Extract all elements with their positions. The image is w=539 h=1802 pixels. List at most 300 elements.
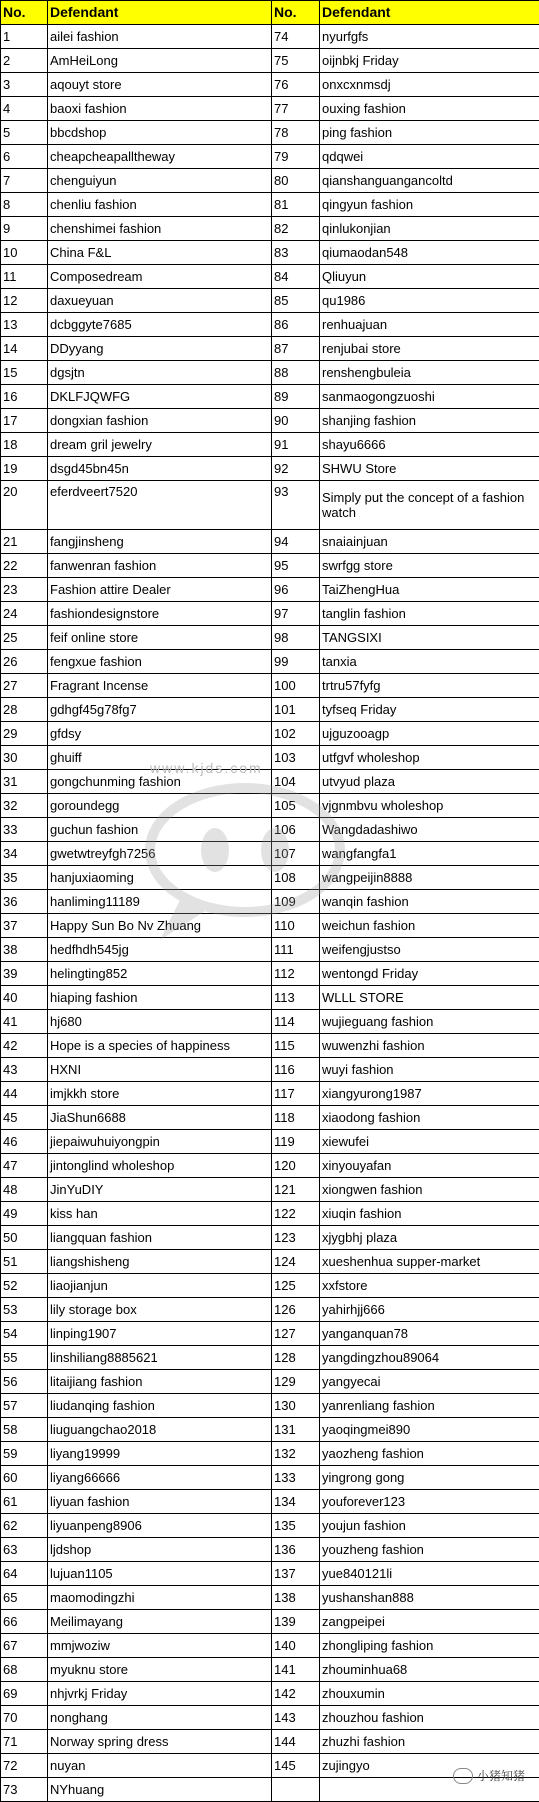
cell-r-name: swrfgg store [320, 554, 539, 578]
table-row [1, 361, 539, 385]
cell-r-no: 105 [272, 794, 320, 818]
cell-r-name: yingrong gong [320, 1466, 539, 1490]
cell-r-name: weichun fashion [320, 914, 539, 938]
cell-l-name: Fragrant Incense [48, 674, 272, 698]
table-row [1, 241, 539, 265]
cell-l-no: 64 [1, 1562, 48, 1586]
cell-l-no: 50 [1, 1226, 48, 1250]
cell-r-name: yushanshan888 [320, 1586, 539, 1610]
corner-label: 小猪知猪 [477, 1767, 525, 1784]
cell-r-name: yangyecai [320, 1370, 539, 1394]
cell-l-no: 19 [1, 457, 48, 481]
cell-r-name: shayu6666 [320, 433, 539, 457]
cell-r-no: 102 [272, 722, 320, 746]
cell-l-no: 49 [1, 1202, 48, 1226]
cell-r-name: renhuajuan [320, 313, 539, 337]
cell-l-name: dream gril jewelry [48, 433, 272, 457]
cell-l-name: gwetwtreyfgh7256 [48, 842, 272, 866]
cell-r-name: tanglin fashion [320, 602, 539, 626]
table-row [1, 145, 539, 169]
table-body [1, 25, 539, 1802]
cell-l-no: 52 [1, 1274, 48, 1298]
cell-r-no: 117 [272, 1082, 320, 1106]
cell-r-name: Simply put the concept of a fashion watch [320, 481, 539, 530]
cell-l-name: JinYuDIY [48, 1178, 272, 1202]
cell-l-name: AmHeiLong [48, 49, 272, 73]
cell-r-no: 85 [272, 289, 320, 313]
cell-r-name: yahirhjj666 [320, 1298, 539, 1322]
cell-r-name: qdqwei [320, 145, 539, 169]
watermark-url: www.kjds.com [150, 760, 263, 776]
cell-r-no: 116 [272, 1058, 320, 1082]
table-row [1, 1442, 539, 1466]
cell-r-no: 124 [272, 1250, 320, 1274]
cell-l-no: 17 [1, 409, 48, 433]
cell-r-name: zhouxumin [320, 1682, 539, 1706]
cell-r-no: 125 [272, 1274, 320, 1298]
cell-r-name: Qliuyun [320, 265, 539, 289]
cell-r-no: 123 [272, 1226, 320, 1250]
table-row [1, 986, 539, 1010]
cell-r-name: qu1986 [320, 289, 539, 313]
table-row [1, 121, 539, 145]
cell-r-name: wuyi fashion [320, 1058, 539, 1082]
cell-l-no: 73 [1, 1778, 48, 1802]
cell-l-name: liyang66666 [48, 1466, 272, 1490]
cell-r-name: yanganquan78 [320, 1322, 539, 1346]
table-row [1, 1106, 539, 1130]
cell-l-name: DDyyang [48, 337, 272, 361]
cell-r-no: 134 [272, 1490, 320, 1514]
cell-l-no: 26 [1, 650, 48, 674]
cell-l-name: guchun fashion [48, 818, 272, 842]
cell-r-no: 88 [272, 361, 320, 385]
cell-l-name: bbcdshop [48, 121, 272, 145]
table-row [1, 554, 539, 578]
cell-l-name: liangshisheng [48, 1250, 272, 1274]
cell-l-name: aqouyt store [48, 73, 272, 97]
cell-l-name: cheapcheapalltheway [48, 145, 272, 169]
cell-r-no: 143 [272, 1706, 320, 1730]
cell-r-no: 135 [272, 1514, 320, 1538]
cell-l-no: 48 [1, 1178, 48, 1202]
table-row [1, 770, 539, 794]
cell-l-name: Hope is a species of happiness [48, 1034, 272, 1058]
cell-r-no: 97 [272, 602, 320, 626]
cell-l-name: feif online store [48, 626, 272, 650]
corner-credit [453, 1767, 525, 1784]
cell-l-no: 68 [1, 1658, 48, 1682]
cell-r-name: tanxia [320, 650, 539, 674]
cell-l-name: daxueyuan [48, 289, 272, 313]
cell-l-name: HXNI [48, 1058, 272, 1082]
cell-l-name: fengxue fashion [48, 650, 272, 674]
cell-r-name: qianshanguangancoltd [320, 169, 539, 193]
cell-r-no: 110 [272, 914, 320, 938]
cell-l-no: 35 [1, 866, 48, 890]
cell-r-no: 98 [272, 626, 320, 650]
cell-r-no: 132 [272, 1442, 320, 1466]
table-row [1, 1178, 539, 1202]
table-row [1, 890, 539, 914]
cell-l-name: chenshimei fashion [48, 217, 272, 241]
cell-l-name: eferdveert7520 [48, 481, 272, 530]
cell-l-name: chenguiyun [48, 169, 272, 193]
table-row [1, 1418, 539, 1442]
cell-r-name: utfgvf wholeshop [320, 746, 539, 770]
cell-l-name: liyuanpeng8906 [48, 1514, 272, 1538]
table-row [1, 914, 539, 938]
table-row [1, 1346, 539, 1370]
cell-r-no: 139 [272, 1610, 320, 1634]
cell-r-no: 128 [272, 1346, 320, 1370]
cell-l-name: maomodingzhi [48, 1586, 272, 1610]
table-row [1, 97, 539, 121]
cell-l-no: 33 [1, 818, 48, 842]
cell-l-no: 39 [1, 962, 48, 986]
cell-l-name: liudanqing fashion [48, 1394, 272, 1418]
cell-r-name: wangpeijin8888 [320, 866, 539, 890]
cell-l-no: 11 [1, 265, 48, 289]
cell-l-no: 31 [1, 770, 48, 794]
cell-l-no: 15 [1, 361, 48, 385]
cell-l-no: 9 [1, 217, 48, 241]
cell-l-name: JiaShun6688 [48, 1106, 272, 1130]
cell-r-no: 87 [272, 337, 320, 361]
cell-r-no: 141 [272, 1658, 320, 1682]
cell-l-no: 72 [1, 1754, 48, 1778]
cell-r-name: nyurfgfs [320, 25, 539, 49]
cell-r-name: youzheng fashion [320, 1538, 539, 1562]
cell-l-name: fanwenran fashion [48, 554, 272, 578]
cell-l-no: 12 [1, 289, 48, 313]
cell-r-name: zhouminhua68 [320, 1658, 539, 1682]
cell-l-name: liyuan fashion [48, 1490, 272, 1514]
cell-r-no: 142 [272, 1682, 320, 1706]
cell-r-no: 126 [272, 1298, 320, 1322]
table-row [1, 674, 539, 698]
table-row [1, 1538, 539, 1562]
cell-r-no: 91 [272, 433, 320, 457]
cell-r-no: 79 [272, 145, 320, 169]
cell-l-no: 30 [1, 746, 48, 770]
cell-r-no: 106 [272, 818, 320, 842]
cell-l-no: 44 [1, 1082, 48, 1106]
table-row [1, 1682, 539, 1706]
cell-r-no: 119 [272, 1130, 320, 1154]
table-row [1, 650, 539, 674]
cell-r-name: Wangdadashiwo [320, 818, 539, 842]
cell-r-no: 144 [272, 1730, 320, 1754]
cell-r-no: 107 [272, 842, 320, 866]
cell-l-no: 57 [1, 1394, 48, 1418]
cell-r-no: 121 [272, 1178, 320, 1202]
cell-r-no: 89 [272, 385, 320, 409]
cell-r-no: 82 [272, 217, 320, 241]
cell-l-name: NYhuang [48, 1778, 272, 1802]
table-row [1, 938, 539, 962]
cell-l-name: gfdsy [48, 722, 272, 746]
cell-l-name: nhjvrkj Friday [48, 1682, 272, 1706]
cell-r-name: utvyud plaza [320, 770, 539, 794]
cell-l-name: linping1907 [48, 1322, 272, 1346]
cell-r-no: 99 [272, 650, 320, 674]
cell-l-no: 55 [1, 1346, 48, 1370]
cell-l-no: 27 [1, 674, 48, 698]
cell-l-no: 61 [1, 1490, 48, 1514]
cell-r-name: zhongliping fashion [320, 1634, 539, 1658]
cell-r-no: 90 [272, 409, 320, 433]
cell-r-no: 101 [272, 698, 320, 722]
cell-r-name: xxfstore [320, 1274, 539, 1298]
cell-r-no: 93 [272, 481, 320, 530]
table-row [1, 1274, 539, 1298]
cell-l-name: dongxian fashion [48, 409, 272, 433]
cell-l-no: 16 [1, 385, 48, 409]
cell-r-name: xinyouyafan [320, 1154, 539, 1178]
table-row [1, 1610, 539, 1634]
table-row [1, 866, 539, 890]
cell-l-name: jiepaiwuhuiyongpin [48, 1130, 272, 1154]
cell-r-no: 145 [272, 1754, 320, 1778]
table-row [1, 1034, 539, 1058]
cell-l-no: 53 [1, 1298, 48, 1322]
cell-r-name: onxcxnmsdj [320, 73, 539, 97]
cell-r-no: 133 [272, 1466, 320, 1490]
cell-r-no: 80 [272, 169, 320, 193]
cell-l-no: 14 [1, 337, 48, 361]
cell-l-no: 51 [1, 1250, 48, 1274]
cell-r-no: 75 [272, 49, 320, 73]
chat-bubble-icon [453, 1768, 473, 1784]
cell-r-no: 94 [272, 530, 320, 554]
cell-r-no: 86 [272, 313, 320, 337]
cell-r-name: ouxing fashion [320, 97, 539, 121]
table-row [1, 169, 539, 193]
cell-r-no: 96 [272, 578, 320, 602]
cell-l-name: Norway spring dress [48, 1730, 272, 1754]
cell-l-no: 66 [1, 1610, 48, 1634]
cell-l-name: goroundegg [48, 794, 272, 818]
cell-r-no: 127 [272, 1322, 320, 1346]
cell-r-no: 83 [272, 241, 320, 265]
cell-r-name: oijnbkj Friday [320, 49, 539, 73]
cell-l-name: jintonglind wholeshop [48, 1154, 272, 1178]
cell-l-no: 25 [1, 626, 48, 650]
cell-l-no: 47 [1, 1154, 48, 1178]
cell-r-no: 131 [272, 1418, 320, 1442]
cell-l-name: Composedream [48, 265, 272, 289]
cell-l-no: 29 [1, 722, 48, 746]
table-row [1, 722, 539, 746]
table-row [1, 265, 539, 289]
cell-r-no: 78 [272, 121, 320, 145]
cell-l-no: 59 [1, 1442, 48, 1466]
cell-r-name: qinlukonjian [320, 217, 539, 241]
cell-l-no: 2 [1, 49, 48, 73]
cell-r-no: 112 [272, 962, 320, 986]
table-row [1, 1466, 539, 1490]
cell-l-name: ghuiff [48, 746, 272, 770]
table-row [1, 73, 539, 97]
cell-l-name: liuguangchao2018 [48, 1418, 272, 1442]
table-row [1, 1730, 539, 1754]
cell-l-name: helingting852 [48, 962, 272, 986]
cell-l-name: dgsjtn [48, 361, 272, 385]
cell-r-name: qiumaodan548 [320, 241, 539, 265]
cell-l-name: Fashion attire Dealer [48, 578, 272, 602]
table-row [1, 217, 539, 241]
cell-l-no: 70 [1, 1706, 48, 1730]
cell-l-name: nonghang [48, 1706, 272, 1730]
cell-l-name: nuyan [48, 1754, 272, 1778]
cell-r-no: 130 [272, 1394, 320, 1418]
cell-r-name: renjubai store [320, 337, 539, 361]
cell-r-name: youjun fashion [320, 1514, 539, 1538]
cell-r-name: zujingyo [320, 1754, 539, 1778]
cell-l-no: 54 [1, 1322, 48, 1346]
cell-r-name: yanrenliang fashion [320, 1394, 539, 1418]
table-row [1, 1202, 539, 1226]
cell-r-name: wangfangfa1 [320, 842, 539, 866]
cell-l-no: 56 [1, 1370, 48, 1394]
cell-l-name: Meilimayang [48, 1610, 272, 1634]
cell-r-name: zhuzhi fashion [320, 1730, 539, 1754]
cell-l-name: hedfhdh545jg [48, 938, 272, 962]
table-row [1, 1130, 539, 1154]
cell-r-name: SHWU Store [320, 457, 539, 481]
table-row [1, 49, 539, 73]
cell-r-no: 109 [272, 890, 320, 914]
cell-l-name: lily storage box [48, 1298, 272, 1322]
cell-r-no: 136 [272, 1538, 320, 1562]
cell-l-no: 45 [1, 1106, 48, 1130]
cell-r-name: zhouzhou fashion [320, 1706, 539, 1730]
cell-r-name: xiuqin fashion [320, 1202, 539, 1226]
table-row [1, 1634, 539, 1658]
table-row [1, 602, 539, 626]
table-row [1, 794, 539, 818]
cell-r-name: wujieguang fashion [320, 1010, 539, 1034]
table-row [1, 578, 539, 602]
table-row [1, 481, 539, 530]
cell-r-name: zangpeipei [320, 1610, 539, 1634]
table-row [1, 385, 539, 409]
cell-l-no: 60 [1, 1466, 48, 1490]
table-row [1, 1322, 539, 1346]
cell-r-name: vjgnmbvu wholeshop [320, 794, 539, 818]
cell-r-no: 108 [272, 866, 320, 890]
table-row [1, 1250, 539, 1274]
cell-r-name: wentongd Friday [320, 962, 539, 986]
cell-l-name: ailei fashion [48, 25, 272, 49]
table-row [1, 1658, 539, 1682]
cell-l-no: 38 [1, 938, 48, 962]
cell-l-no: 36 [1, 890, 48, 914]
table-row [1, 1082, 539, 1106]
cell-r-no: 76 [272, 73, 320, 97]
cell-l-no: 7 [1, 169, 48, 193]
table-row [1, 842, 539, 866]
cell-r-name: xiaodong fashion [320, 1106, 539, 1130]
table-row [1, 433, 539, 457]
cell-l-no: 22 [1, 554, 48, 578]
cell-r-no: 137 [272, 1562, 320, 1586]
table-row [1, 1370, 539, 1394]
cell-l-name: liyang19999 [48, 1442, 272, 1466]
cell-r-name: yangdingzhou89064 [320, 1346, 539, 1370]
cell-l-no: 67 [1, 1634, 48, 1658]
cell-r-name: wanqin fashion [320, 890, 539, 914]
cell-r-no: 84 [272, 265, 320, 289]
cell-r-no: 140 [272, 1634, 320, 1658]
table-row [1, 1514, 539, 1538]
cell-r-name: xjygbhj plaza [320, 1226, 539, 1250]
table-row [1, 818, 539, 842]
cell-r-name: qingyun fashion [320, 193, 539, 217]
table-row [1, 1226, 539, 1250]
table-row [1, 289, 539, 313]
table-row [1, 1394, 539, 1418]
table-row [1, 746, 539, 770]
cell-r-name: WLLL STORE [320, 986, 539, 1010]
table-row [1, 1490, 539, 1514]
cell-r-no: 122 [272, 1202, 320, 1226]
cell-l-name: DKLFJQWFG [48, 385, 272, 409]
cell-r-no: 100 [272, 674, 320, 698]
cell-r-name: shanjing fashion [320, 409, 539, 433]
cell-r-no: 81 [272, 193, 320, 217]
cell-r-no: 114 [272, 1010, 320, 1034]
cell-l-name: imjkkh store [48, 1082, 272, 1106]
cell-l-name: fangjinsheng [48, 530, 272, 554]
cell-l-no: 40 [1, 986, 48, 1010]
cell-l-no: 41 [1, 1010, 48, 1034]
cell-l-no: 5 [1, 121, 48, 145]
cell-l-no: 43 [1, 1058, 48, 1082]
table-row [1, 626, 539, 650]
cell-l-no: 21 [1, 530, 48, 554]
header-no-right: No. [272, 1, 320, 25]
header-no-left: No. [1, 1, 48, 25]
cell-r-no: 77 [272, 97, 320, 121]
cell-l-no: 23 [1, 578, 48, 602]
cell-r-name: TANGSIXI [320, 626, 539, 650]
table-row [1, 337, 539, 361]
table-row [1, 409, 539, 433]
cell-l-name: fashiondesignstore [48, 602, 272, 626]
cell-l-name: chenliu fashion [48, 193, 272, 217]
cell-l-no: 63 [1, 1538, 48, 1562]
cell-r-no: 111 [272, 938, 320, 962]
cell-l-name: liangquan fashion [48, 1226, 272, 1250]
cell-l-no: 69 [1, 1682, 48, 1706]
cell-r-name: weifengjustso [320, 938, 539, 962]
cell-l-name: China F&L [48, 241, 272, 265]
cell-l-no: 8 [1, 193, 48, 217]
cell-l-name: kiss han [48, 1202, 272, 1226]
table-row [1, 1010, 539, 1034]
header-defendant-right: Defendant [320, 1, 539, 25]
table-row [1, 193, 539, 217]
cell-l-name: ljdshop [48, 1538, 272, 1562]
cell-r-no: 129 [272, 1370, 320, 1394]
table-row [1, 530, 539, 554]
cell-r-no: 92 [272, 457, 320, 481]
header-defendant-left: Defendant [48, 1, 272, 25]
cell-r-name: ping fashion [320, 121, 539, 145]
cell-l-name: hiaping fashion [48, 986, 272, 1010]
